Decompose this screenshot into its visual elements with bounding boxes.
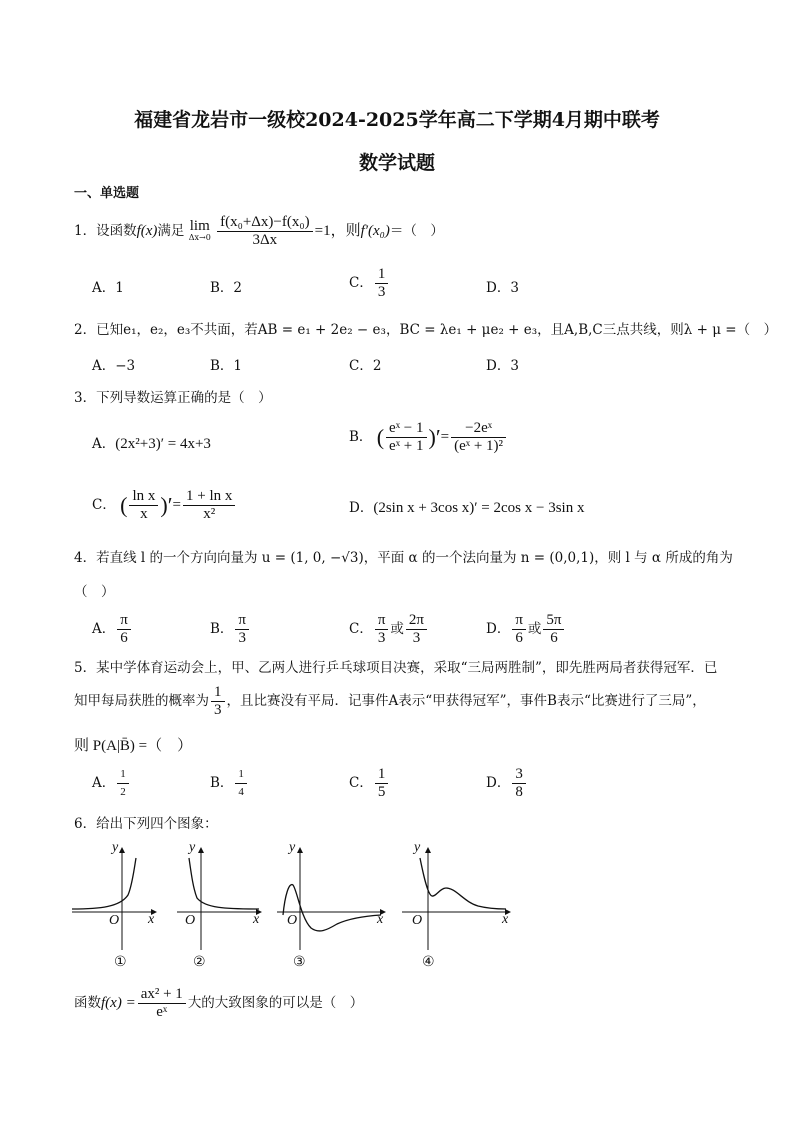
frac-den: 8 — [515, 784, 523, 800]
frac-num: 1 — [211, 684, 225, 702]
q4-number: 4． — [74, 550, 97, 566]
section-heading: 一、单选题 — [74, 186, 140, 201]
curve — [72, 858, 136, 909]
q1-denominator: 3Δx — [252, 232, 278, 248]
frac-den: eˣ + 1 — [389, 438, 424, 454]
frac-num: ln x — [129, 488, 158, 506]
q6-func-post: 大的大致图象的可以是（ ） — [187, 995, 364, 1011]
graph-2[interactable] — [175, 840, 265, 980]
question-5 — [74, 656, 717, 676]
frac-den: 3 — [412, 630, 421, 646]
frac-den: 3 — [214, 702, 222, 718]
frac-num: π — [117, 612, 131, 630]
q6-text: 给出下列四个图象： — [96, 816, 218, 832]
q5-option-b[interactable] — [210, 766, 249, 801]
q3-option-c[interactable]: C． ( $\frac{\text{ln x}}{x}$ )′= $\frac{\text{1 + ln x}}{\text{x²}}$ — [92, 488, 237, 523]
frac-den: 6 — [515, 630, 523, 646]
frac-num: 2π — [406, 612, 427, 630]
curve — [420, 858, 506, 909]
option-label: D． — [486, 775, 511, 791]
q1-mid: 满足 — [157, 223, 185, 239]
option-label: D． — [486, 621, 511, 637]
question-3 — [74, 386, 272, 406]
q4-text: 若直线 l 的一个方向向量为 u = (1, 0, −√3)，平面 α 的一个法向量为 n = (0,0,1)，则 l 与 α 所成的角为 — [96, 550, 733, 566]
origin-label: O — [412, 913, 423, 928]
y-label: y — [289, 840, 296, 855]
frac-num: 1 + ln x — [183, 488, 235, 506]
q2-option-a[interactable] — [92, 354, 135, 374]
frac-num: 5π — [543, 612, 564, 630]
q4-option-b[interactable] — [210, 612, 251, 647]
option-label: A． — [92, 280, 116, 296]
frac-num: π — [512, 612, 526, 630]
frac-den: eˣ — [156, 1004, 168, 1020]
frac-den: x — [140, 506, 148, 522]
origin-label: O — [287, 913, 298, 928]
page-title: 福建省龙岩市一级校2024-2025学年高二下学期4月期中联考 — [134, 109, 660, 131]
q3-text: 下列导数运算正确的是（ ） — [96, 390, 272, 406]
option-value: 2 — [233, 280, 243, 296]
option-label: B． — [349, 429, 373, 445]
frac-den: 2 — [120, 786, 126, 798]
option-label: C． — [349, 775, 373, 791]
graph-4-svg — [400, 840, 515, 980]
frac-num: π — [375, 612, 389, 630]
frac-num: π — [235, 612, 249, 630]
q5-option-d[interactable] — [486, 766, 528, 801]
option-label: D． — [486, 358, 511, 374]
option-value: 1 — [233, 358, 243, 374]
option-value: (2sin x + 3cos x)′ = 2cos x − 3sin x — [373, 500, 585, 516]
q2-option-c[interactable] — [349, 354, 381, 374]
q1-option-d[interactable] — [486, 276, 519, 296]
q1-fx: f(x) — [136, 223, 158, 239]
q5-number: 5． — [74, 660, 97, 676]
q2-number: 2． — [74, 322, 97, 338]
frac-num: 3 — [512, 766, 526, 784]
option-label: A． — [92, 775, 116, 791]
graph-4[interactable] — [400, 840, 515, 980]
frac-den: 3 — [377, 284, 386, 300]
q5-option-a[interactable] — [92, 766, 131, 801]
question-6 — [74, 812, 218, 832]
q1-option-a[interactable] — [92, 276, 124, 296]
option-label: B． — [210, 621, 234, 637]
frac-num: ax² + 1 — [138, 986, 186, 1004]
option-label: C． — [92, 497, 116, 513]
frac-num: eˣ − 1 — [386, 420, 426, 438]
q1-numerator: f(x₀+Δx)−f(x₀) — [217, 214, 313, 232]
q5-line3: 则 P(A|B̄) =（ ） — [74, 738, 193, 754]
q1-number: 1． — [74, 223, 97, 239]
option-label: A． — [92, 358, 116, 374]
curve — [189, 858, 259, 909]
option-label: D． — [349, 500, 374, 516]
option-label: C． — [349, 275, 373, 291]
q1-option-b[interactable] — [210, 276, 242, 296]
frac-den: 3 — [377, 630, 386, 646]
option-value: 3 — [510, 280, 519, 296]
q2-option-b[interactable] — [210, 354, 242, 374]
frac-den: (eˣ + 1)² — [454, 438, 504, 454]
frac-num: −2eˣ — [451, 420, 506, 438]
q3-number: 3． — [74, 390, 97, 406]
or-text: 或 — [390, 621, 404, 637]
q1-eq: =1，则 — [314, 223, 361, 239]
question-4 — [74, 546, 733, 566]
question-1 — [74, 214, 444, 249]
frac-num: 1 — [235, 766, 247, 784]
origin-label: O — [185, 913, 196, 928]
option-label: A． — [92, 436, 116, 452]
option-label: D． — [486, 280, 511, 296]
graph-caption: ③ — [293, 954, 306, 970]
frac-den: x² — [203, 506, 216, 522]
option-label: B． — [210, 280, 234, 296]
q5-line2 — [74, 684, 706, 719]
graph-caption: ① — [114, 954, 127, 970]
frac-num: 1 — [375, 766, 389, 784]
q1-option-c-value — [375, 266, 389, 301]
frac-den: 5 — [377, 784, 386, 800]
q1-lim-sub: Δx→0 — [188, 232, 211, 242]
q6-number: 6． — [74, 816, 97, 832]
q6-func-fx: f(x) = — [101, 995, 136, 1011]
option-label: C． — [349, 621, 373, 637]
x-label: x — [377, 912, 384, 927]
q4-option-a[interactable] — [92, 612, 133, 647]
q1-tail: ＝（ ） — [389, 223, 444, 239]
origin-label: O — [109, 913, 120, 928]
x-label: x — [148, 912, 155, 927]
curve — [283, 885, 384, 931]
or-text: 或 — [527, 621, 542, 637]
q4-option-c[interactable] — [349, 612, 429, 647]
option-value: (2x²+3)′ = 4x+3 — [115, 436, 211, 452]
q5-line1: 某中学体育运动会上，甲、乙两人进行乒乓球项目决赛，采取“三局两胜制”，即先胜两局者获得冠军．已 — [96, 660, 718, 676]
frac-den: 6 — [120, 630, 128, 646]
q1-option-c[interactable] — [349, 266, 390, 301]
q6-func-pre: 函数 — [74, 995, 101, 1011]
graph-3[interactable] — [275, 840, 390, 980]
option-label: B． — [210, 358, 234, 374]
frac-den: 6 — [550, 630, 558, 646]
q3-option-a[interactable] — [92, 432, 211, 453]
x-label: x — [253, 912, 260, 927]
option-label: C． — [349, 358, 373, 374]
q1-pre: 设函数 — [96, 223, 137, 239]
frac-num: 1 — [117, 766, 129, 784]
q3-option-b[interactable]: B． ( $\frac{\text{eˣ − 1}}{\text{eˣ + 1}}$ )′= $\frac{\text{−2eˣ}}{\text{(eˣ + 1)²}}$ — [349, 420, 508, 455]
q5-line2-post: ，且比赛没有平局．记事件A表示“甲获得冠军”，事件B表示“比赛进行了三局”， — [226, 693, 706, 709]
frac-den: 4 — [238, 786, 244, 798]
page-subtitle: 数学试题 — [358, 152, 435, 174]
q1-deriv: f′(x₀) — [360, 223, 390, 239]
q4-option-d[interactable] — [486, 612, 566, 647]
q3-option-d[interactable] — [349, 496, 584, 517]
option-value: 2 — [372, 358, 382, 374]
frac-den: 3 — [238, 630, 246, 646]
x-label: x — [502, 912, 509, 927]
graph-caption: ② — [193, 954, 206, 970]
option-value: 3 — [510, 358, 519, 374]
y-label: y — [189, 840, 196, 855]
graph-1[interactable] — [70, 840, 160, 980]
question-2 — [74, 318, 777, 338]
q4-paren: （ ） — [74, 584, 115, 600]
y-label: y — [112, 840, 119, 855]
option-label: A． — [92, 621, 116, 637]
graph-caption: ④ — [422, 954, 435, 970]
q2-option-d[interactable] — [486, 354, 519, 374]
q2-text: 已知e₁，e₂，e₃不共面，若AB = e₁ + 2e₂ − e₃，BC = λe₁ + μe₂ + e₃，且A,B,C三点共线，则λ + μ =（ ） — [96, 322, 778, 338]
y-label: y — [414, 840, 421, 855]
q5-option-c[interactable] — [349, 766, 390, 801]
frac-num: 1 — [375, 266, 389, 284]
q6-function-line — [74, 986, 363, 1021]
q1-lim: lim — [189, 217, 210, 234]
option-value: 1 — [115, 280, 124, 296]
option-value: −3 — [115, 358, 136, 374]
graph-2-svg — [175, 840, 265, 980]
q5-line2-pre: 知甲每局获胜的概率为 — [74, 693, 209, 709]
option-label: B． — [210, 775, 234, 791]
